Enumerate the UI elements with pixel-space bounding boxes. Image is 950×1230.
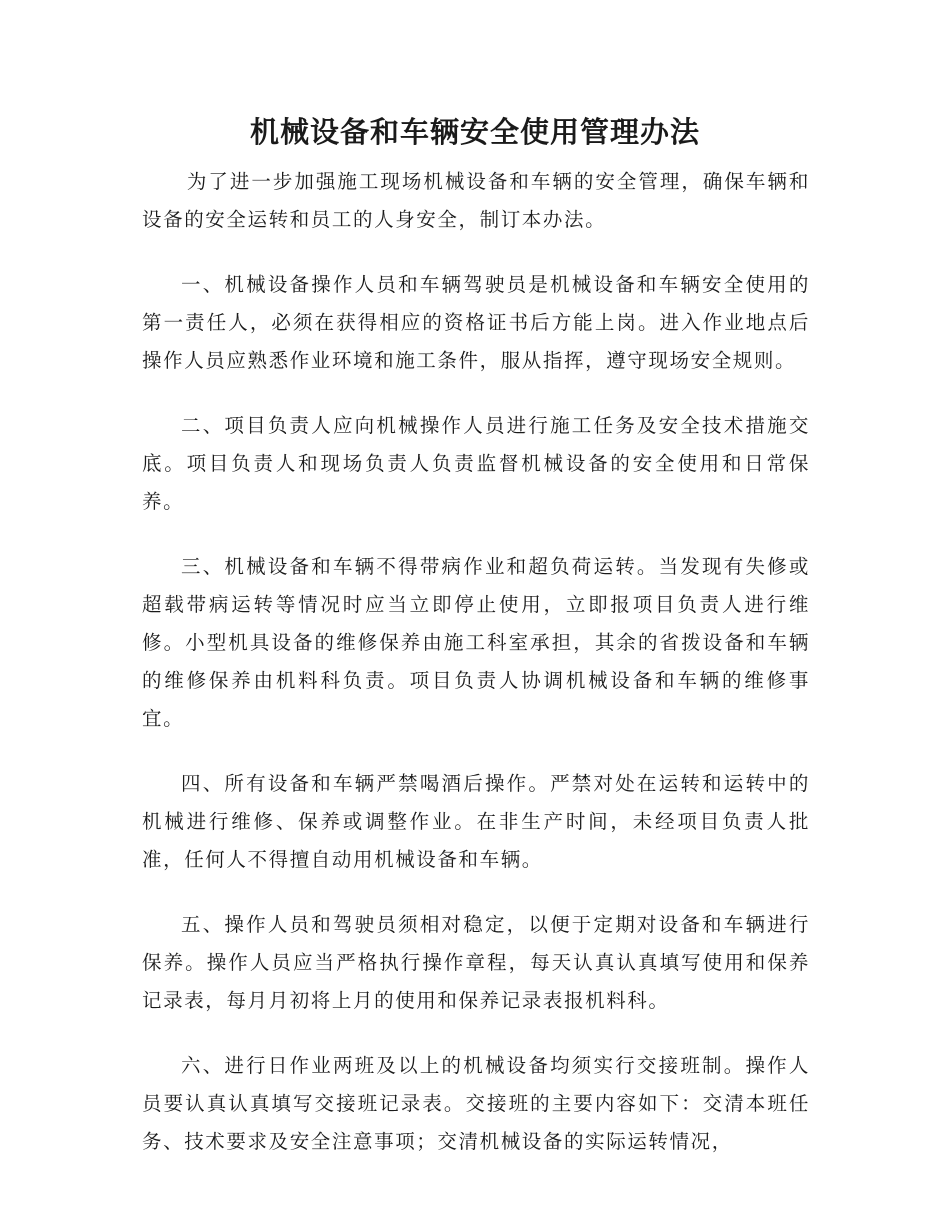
clause-5-paragraph: 五、操作人员和驾驶员须相对稳定，以便于定期对设备和车辆进行保养。操作人员应当严格执行操作章程，每天认真认真填写使用和保养记录表，每月月初将上月的使用和保养记录表报机料科。 (142, 913, 810, 1012)
clause-4-paragraph: 四、所有设备和车辆严禁喝酒后操作。严禁对处在运转和运转中的机械进行维修、保养或调整作业。在非生产时间，未经项目负责人批准，任何人不得擅自动用机械设备和车辆。 (142, 772, 810, 871)
clause-6-paragraph: 六、进行日作业两班及以上的机械设备均须实行交接班制。操作人员要认真认真填写交接班记录表。交接班的主要内容如下：交清本班任务、技术要求及安全注意事项；交清机械设备的实际运转情况， (142, 1054, 810, 1153)
clause-1-paragraph: 一、机械设备操作人员和车辆驾驶员是机械设备和车辆安全使用的第一责任人，必须在获得相应的资格证书后方能上岗。进入作业地点后操作人员应熟悉作业环境和施工条件，服从指挥，遵守现场安全规则。 (142, 273, 810, 372)
document-body (142, 163, 810, 1188)
clause-2-paragraph: 二、项目负责人应向机械操作人员进行施工任务及安全技术措施交底。项目负责人和现场负责人负责监督机械设备的安全使用和日常保养。 (142, 414, 810, 513)
intro-paragraph: 为了进一步加强施工现场机械设备和车辆的安全管理，确保车辆和设备的安全运转和员工的人身安全，制订本办法。 (142, 170, 810, 231)
document-title: 机械设备和车辆安全使用管理办法 (249, 115, 700, 149)
clause-3-paragraph: 三、机械设备和车辆不得带病作业和超负荷运转。当发现有失修或超载带病运转等情况时应当立即停止使用，立即报项目负责人进行维修。小型机具设备的维修保养由施工科室承担，其余的省拨设备和车辆的维修保养由机料科负责。项目负责人协调机械设备和车辆的维修事宜。 (142, 555, 810, 730)
